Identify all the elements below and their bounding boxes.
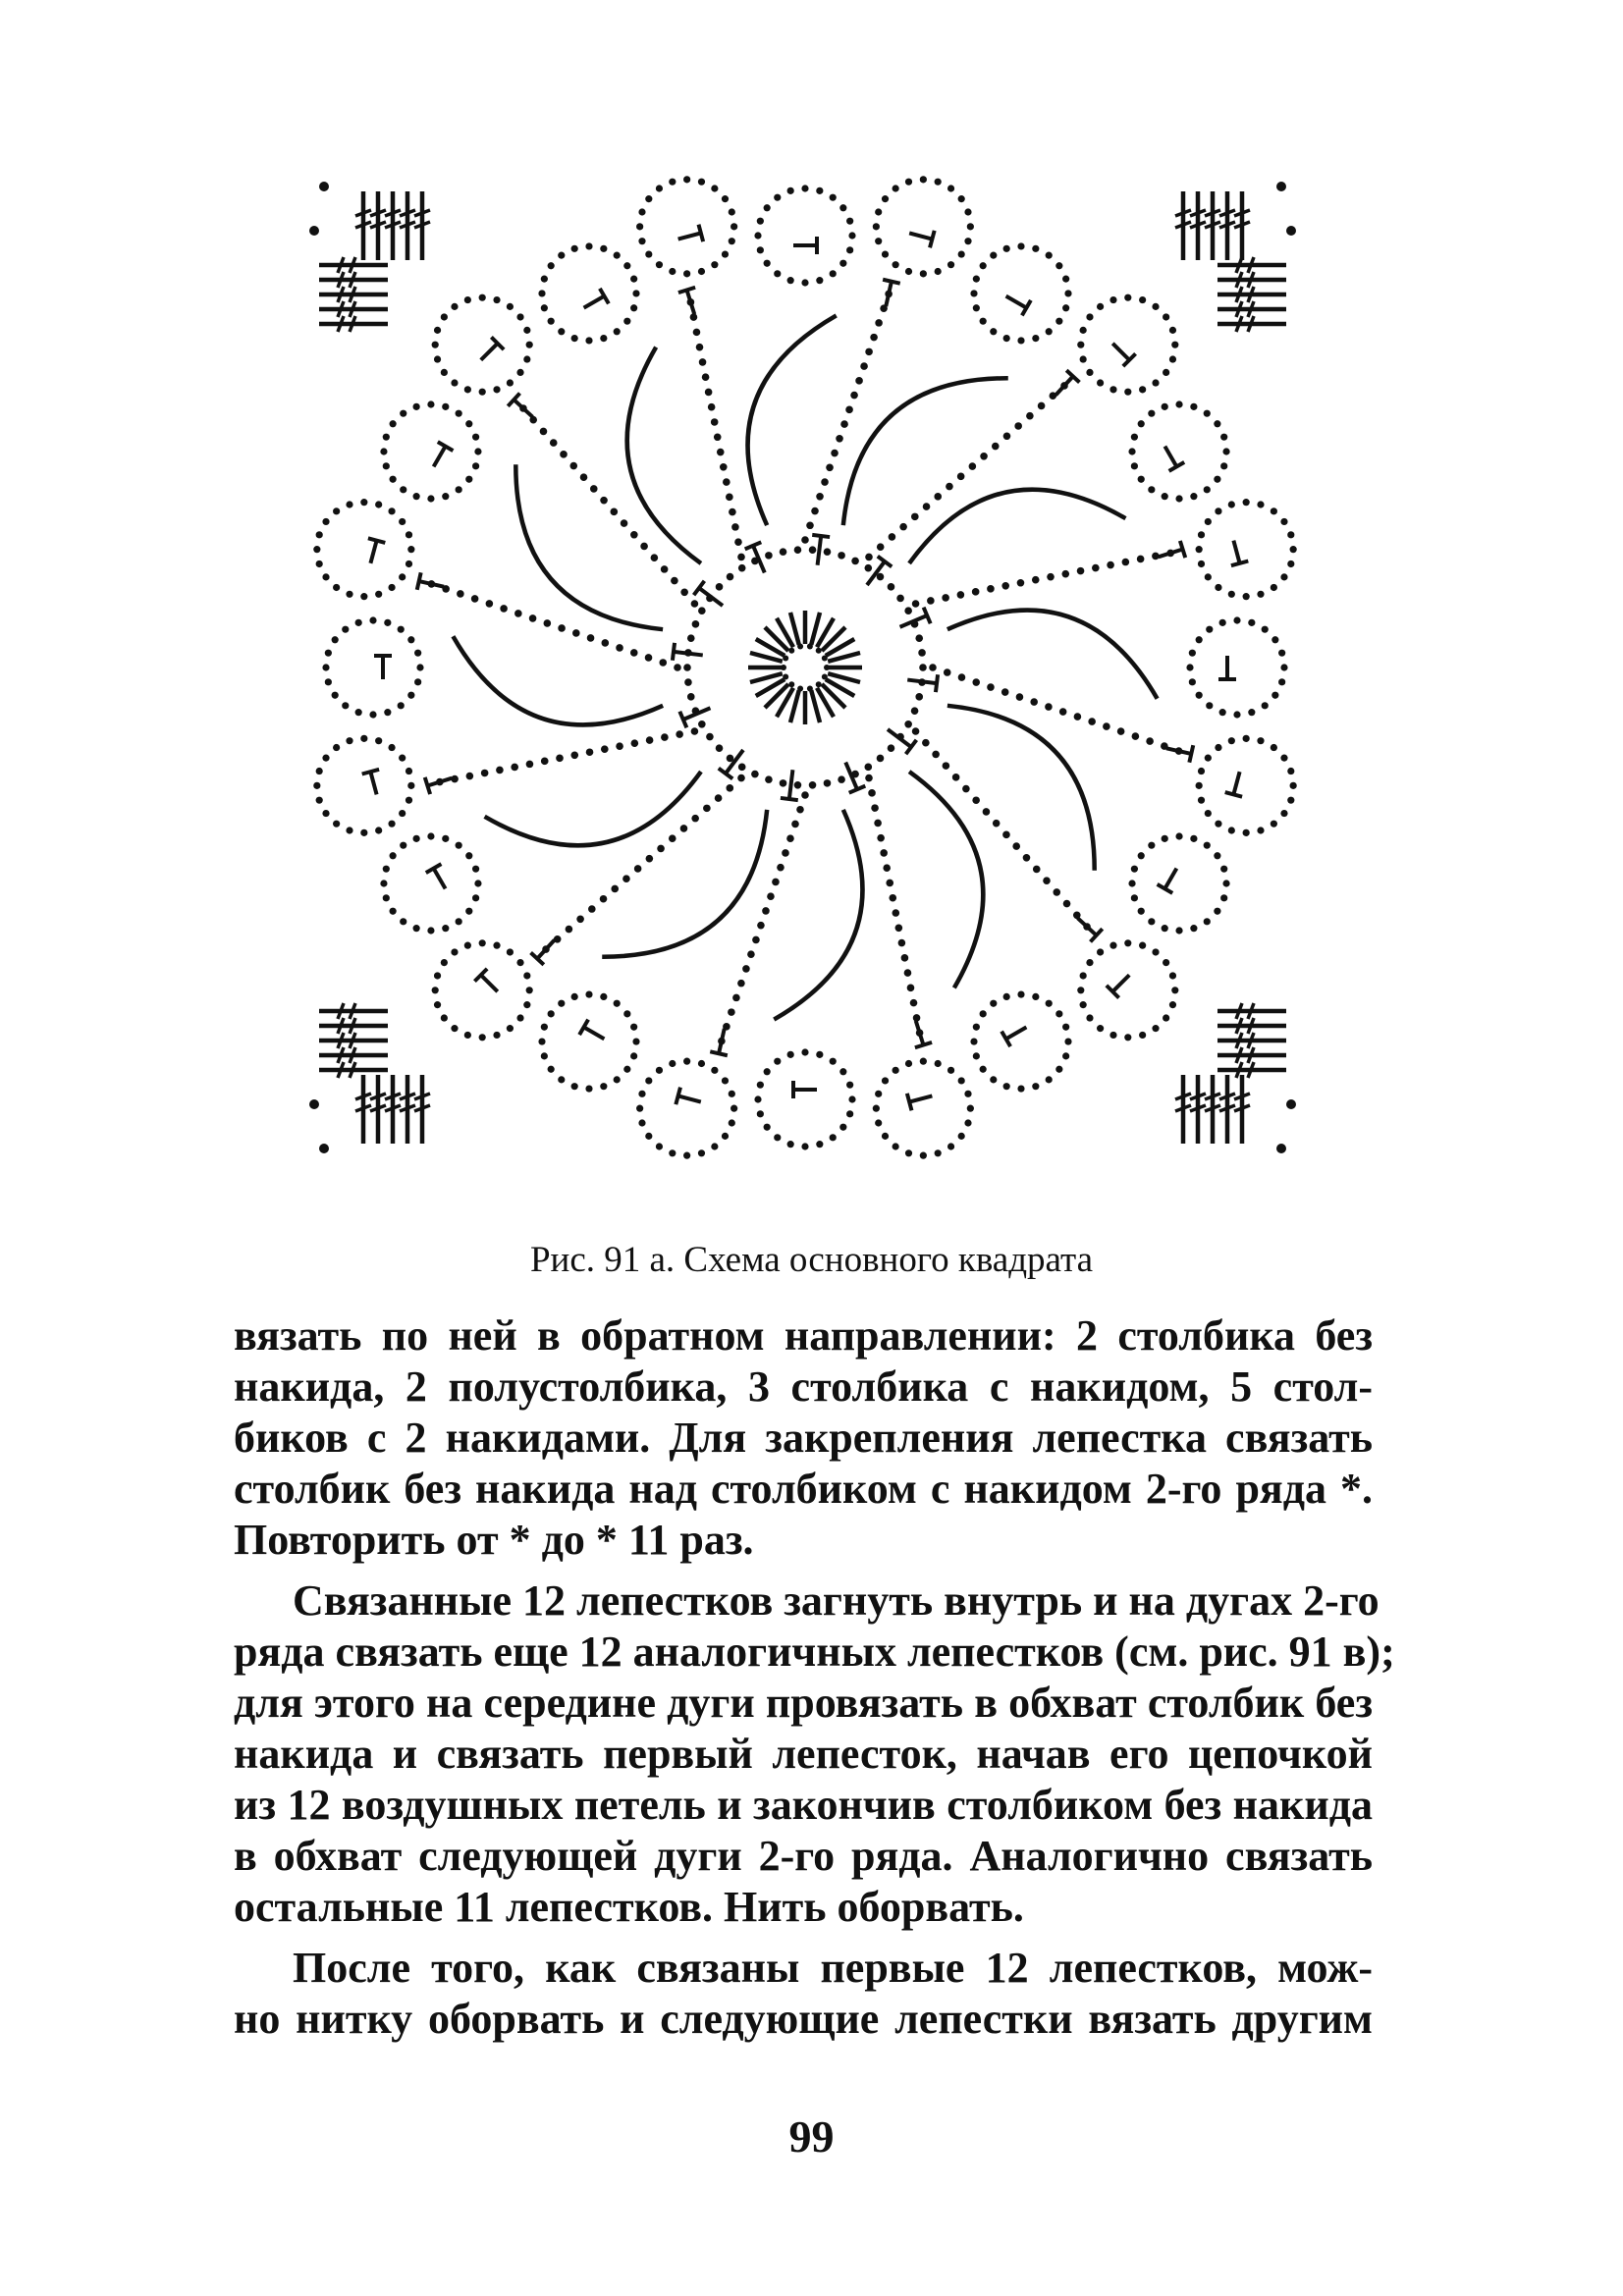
- text-line: но нитку оборвать и следующие лепестки вязать другим: [234, 1995, 1373, 2043]
- text-line: для этого на середине дуги провязать в обхват столбик без: [234, 1679, 1373, 1727]
- text-line: После того, как связаны первые 12 лепестков, мож-: [293, 1944, 1373, 1992]
- text-line: биков с 2 накидами. Для закрепления лепестка связать: [234, 1414, 1373, 1462]
- paragraph-3: [234, 1943, 1373, 2045]
- page-number: 99: [788, 2111, 835, 2162]
- paragraph-2: [234, 1575, 1395, 1933]
- body-text: [234, 1310, 1395, 2055]
- text-line: вязать по ней в обратном направлении: 2 столбика без: [234, 1311, 1373, 1360]
- text-line: из 12 воздушных петель и закончив столбиком без накида: [234, 1781, 1373, 1829]
- text-line: столбик без накида над столбиком с накидом 2-го ряда *.: [234, 1465, 1373, 1513]
- text-line: остальные 11 лепестков. Нить оборвать.: [234, 1883, 1024, 1931]
- text-line: Повторить от * до * 11 раз.: [234, 1516, 754, 1564]
- text-line: ряда связать еще 12 аналогичных лепестков (см. рис. 91 в);: [234, 1628, 1395, 1676]
- text-line: накида, 2 полустолбика, 3 столбика с накидом, 5 стол-: [234, 1362, 1373, 1411]
- text-line: в обхват следующей дуги 2-го ряда. Аналогично связать: [234, 1832, 1373, 1880]
- paragraph-1: [234, 1310, 1373, 1566]
- text-line: накида и связать первый лепесток, начав его цепочкой: [234, 1730, 1373, 1778]
- text-line: Связанные 12 лепестков загнуть внутрь и на дугах 2-го: [293, 1576, 1380, 1625]
- crochet-chart-figure: [226, 108, 1384, 1266]
- figure-caption: Рис. 91 а. Схема основного квадрата: [529, 1240, 1094, 1280]
- crochet-chart-icon: [226, 108, 1384, 1266]
